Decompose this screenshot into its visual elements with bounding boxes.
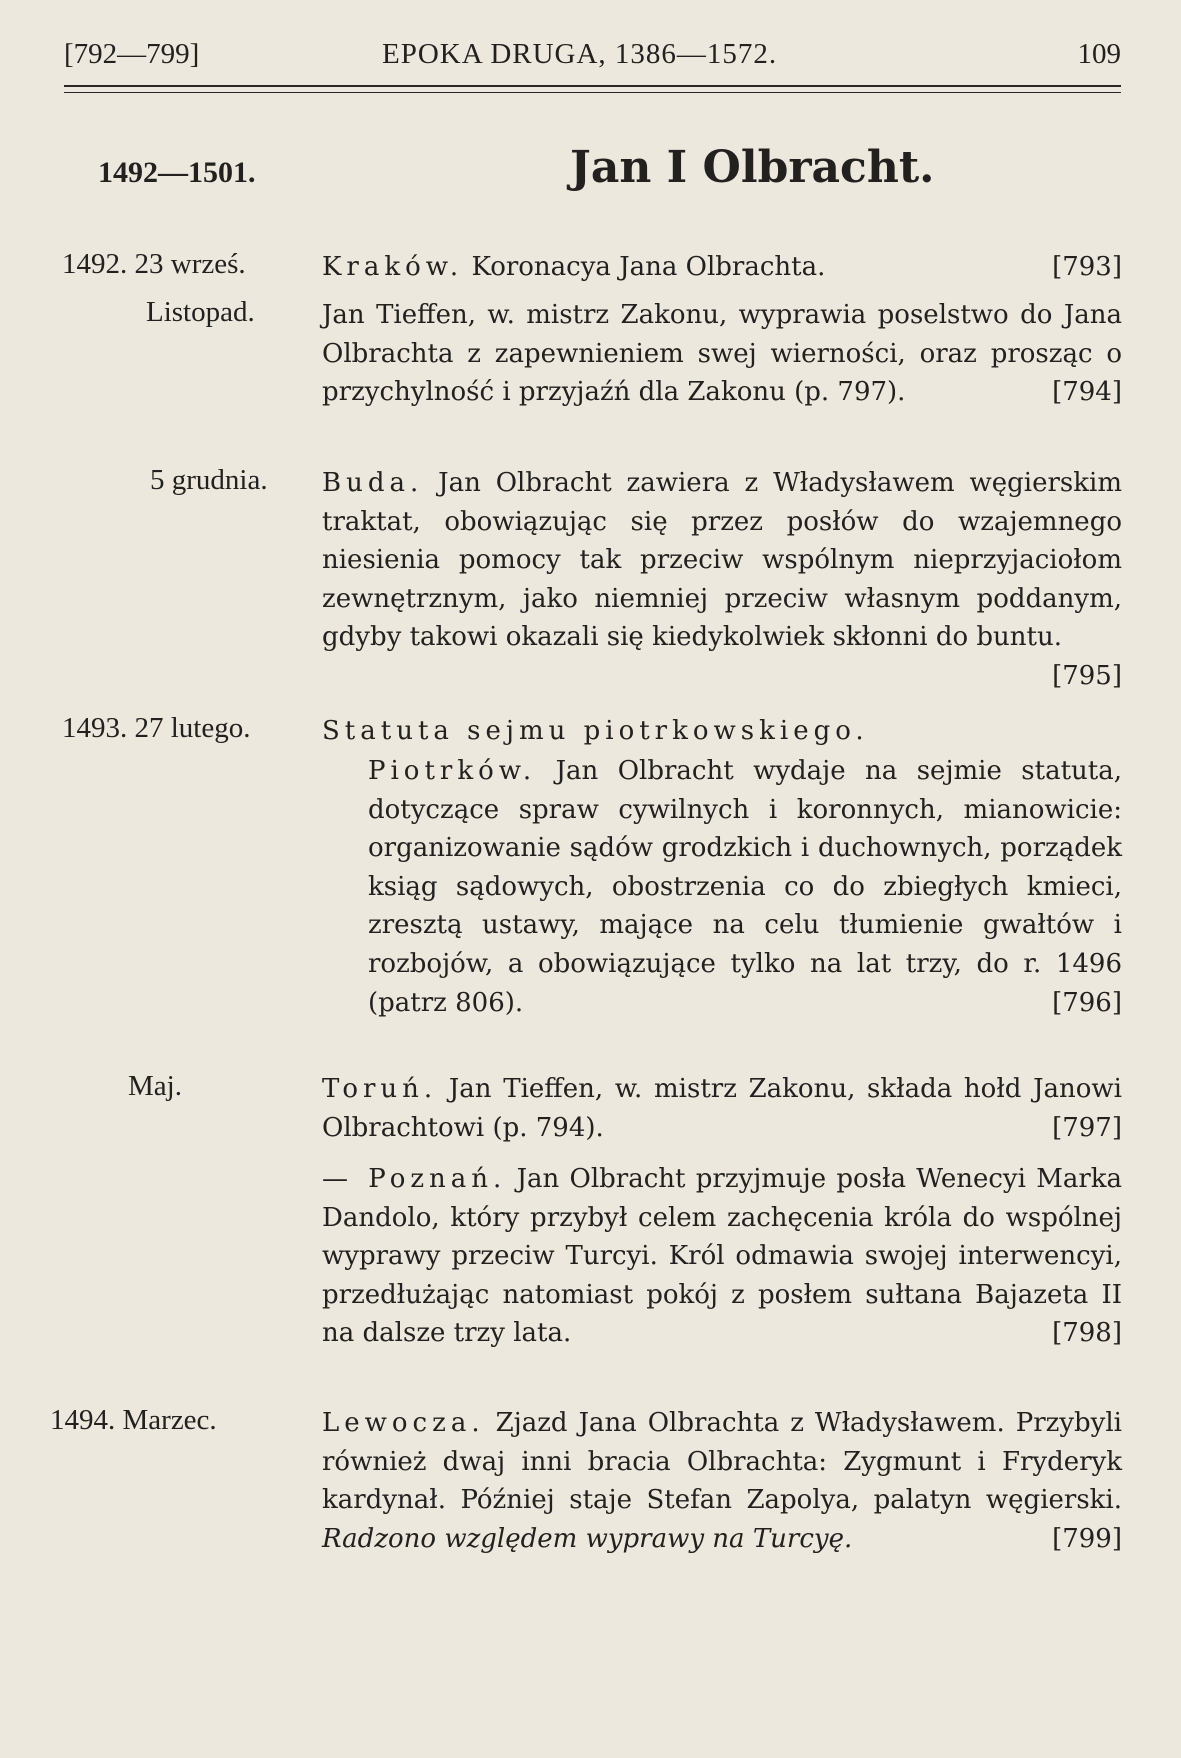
entry-ref: [798] (1052, 1318, 1122, 1349)
header-rule-second (64, 92, 1121, 93)
entry-body: Koronacya Jana Olbrachta. (463, 252, 826, 282)
entry-text (322, 296, 1122, 412)
entry-body: Jan Olbracht zawiera z Władysławem węgierskim traktat, obowiązując się przez posłów do wzajemnego niesienia pomocy tak przeciw wspólnym nieprzyjaciołom zewnętrznym, jako niemniej przeciw własnym poddanym, gdyby takowi okazali się kiedykolwiek skłonni do buntu. (322, 468, 1122, 653)
entry-text (322, 464, 1122, 696)
entry-date: 1493. 27 lutego. (62, 712, 251, 744)
entry-date: 1494. Marzec. (50, 1404, 217, 1436)
entry-ref: [793] (1052, 252, 1122, 282)
entry-body: Jan Olbracht wydaje na sejmie statuta, dotyczące spraw cywilnych i koronnych, mianowicie: organizowanie sądów grodzkich i duchownych, porządek ksiąg sądowych, obostrzenia co do zbiegłych kmieci, zresztą ustawy, mające na celu tłumienie gwałtów i rozbojów, a obowiązujące tylko na lat trzy, do r. 1496 (patrz 806). (368, 756, 1122, 1018)
entry-ref: [796] (1052, 987, 1122, 1018)
entry-ref: [795] (1052, 660, 1122, 691)
running-header (64, 38, 1121, 78)
header-rule (64, 85, 1121, 87)
entry-body: Zjazd Jana Olbrachta z Władysławem. Przybyli również dwaj inni bracia Olbrachta: Zygmunt i Fryderyk kardynał. Później staje Stefan Zapolya, palatyn węgierski. (322, 1408, 1122, 1516)
entry-body: Jan Tieffen, w. mistrz Zakonu, składa hołd Janowi Olbrachtowi (p. 794). (322, 1074, 1122, 1143)
entry-body: Jan Tieffen, w. mistrz Zakonu, wyprawia poselstwo do Jana Olbrachta z zapewnieniem swej wierności, oraz prosząc o przychylność i przyjaźń dla Zakonu (p. 797). (322, 300, 1122, 408)
header-entry-range: [792—799] (64, 38, 200, 70)
header-title: EPOKA DRUGA, 1386—1572. (382, 38, 778, 70)
reign-years: 1492—1501. (98, 156, 256, 189)
entry-date: 1492. 23 wrześ. (62, 248, 246, 280)
reign-title: Jan I Olbracht. (570, 142, 935, 193)
entry-ref: [794] (1052, 377, 1122, 408)
page-number: 109 (1077, 38, 1121, 70)
entry-place: — Poznań. (322, 1164, 507, 1194)
entry-text (322, 1404, 1122, 1558)
entry-ref: [797] (1052, 1112, 1122, 1143)
entry-heading: Statuta sejmu piotrkowskiego. (322, 716, 869, 746)
entry-text (322, 1070, 1122, 1147)
entry-place: Lewocza. (322, 1408, 485, 1438)
entry-place: Piotrków. (368, 756, 537, 786)
entry-place: Toruń. (322, 1074, 438, 1104)
entry-date: Maj. (128, 1070, 182, 1102)
entry-text (322, 1160, 1122, 1353)
entry-date: Listopad. (146, 296, 255, 328)
entry-text (322, 712, 1122, 751)
entry-date: 5 grudnia. (150, 464, 268, 496)
entry-text (368, 752, 1122, 1022)
entry-place: Buda. (322, 468, 424, 498)
entry-ref: [799] (1052, 1523, 1122, 1554)
entry-italic-note: Radzono względem wyprawy na Turcyę. (322, 1523, 853, 1554)
entry-text (322, 248, 1122, 287)
entry-body: Jan Olbracht przyjmuje posła Wenecyi Marka Dandolo, który przybył celem zachęcenia króla do wspólnej wyprawy przeciw Turcyi. Król odmawia swojej interwencyi, przedłużając natomiast pokój z posłem sułtana Bajazeta II na dalsze trzy lata. (322, 1164, 1123, 1349)
entry-place: Kraków. (322, 252, 464, 282)
